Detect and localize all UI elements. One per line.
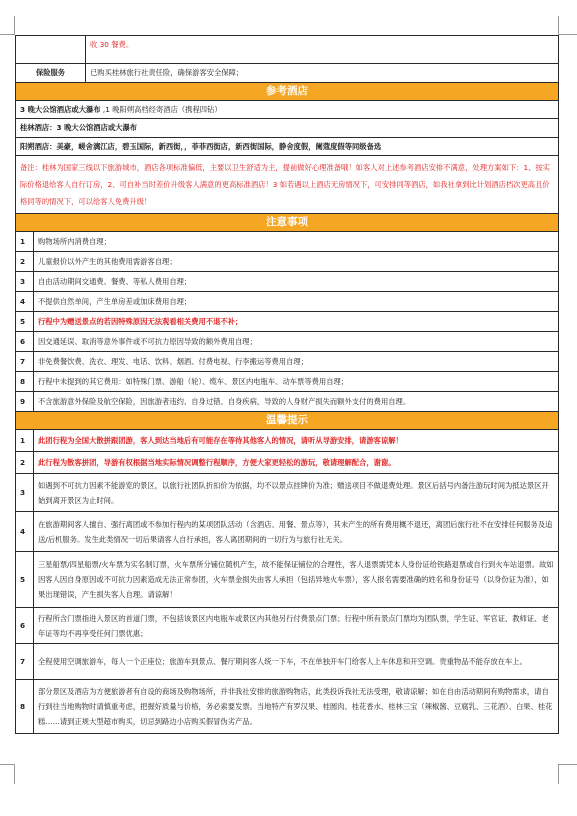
notices-text: 儿童报价以外产生的其他费用需游客自理；: [34, 252, 559, 272]
tips-text: 在旅游期间客人擅自、强行离团或不参加行程内的某项团队活动（含酒店、用餐、景点等），其未产生的所有费用概不退还，离团后旅行社不在安排任何服务及追送/后机服务。发生此类情况一切后果请客人自行承担，客人离团期间的一切行为与旅行社无关。: [34, 512, 559, 552]
insurance-text: 已购买桂林旅行社责任险，确保游客安全保障；: [86, 64, 559, 83]
notices-text: 非免费餐饮费、洗衣、理发、电话、饮料、烟酒、付费电视、行李搬运等费用自理；: [34, 352, 559, 372]
tips-row: [16, 680, 559, 734]
tips-row: [16, 552, 559, 608]
tips-number: 5: [16, 552, 34, 608]
insurance-row: [16, 64, 559, 83]
notices-row: [16, 232, 559, 252]
notices-row: [16, 372, 559, 392]
hotel-line-2: 桂林酒店：3 晚大公馆酒店或大瀑布: [16, 119, 559, 138]
hotel-line-1: [16, 100, 559, 119]
notices-row: [16, 272, 559, 292]
tips-row: [16, 608, 559, 644]
tips-number: 6: [16, 608, 34, 644]
notices-text: 购物场所内消费自理；: [34, 232, 559, 252]
hotel-line-1-rest: ,1 晚阳朔高档经寄酒店（携程四钻）: [100, 104, 222, 114]
meal-row: [16, 36, 559, 64]
notices-number: 9: [16, 392, 34, 412]
crop-mark: [0, 764, 15, 765]
meal-text: 收 30 餐费。: [86, 36, 559, 64]
crop-mark: [0, 34, 15, 35]
document-page: [15, 35, 559, 761]
notices-number: 7: [16, 352, 34, 372]
tips-number: 1: [16, 430, 34, 452]
tips-number: 7: [16, 644, 34, 680]
tips-number: 2: [16, 452, 34, 474]
crop-mark: [558, 34, 577, 35]
tips-row: [16, 452, 559, 474]
notices-number: 6: [16, 332, 34, 352]
notices-row: [16, 332, 559, 352]
crop-mark: [558, 764, 577, 765]
tips-row: [16, 644, 559, 680]
tips-row: [16, 430, 559, 452]
notices-table: [15, 213, 559, 412]
tips-number: 4: [16, 512, 34, 552]
crop-mark: [14, 16, 15, 35]
notices-number: 8: [16, 372, 34, 392]
tips-text: 三星船票/四星船票/火车票为实名制订票，火车票所分铺位随机产生，故不能保证铺位的合理性，客人退票需凭本人身份证给铁路退票或自行到火车站退票。故如因客人因自身原因或不可抗力因素造成无法正常参团，火车票金损失由客人承担（包括异地火车票），客人报名需要准确的姓名和身份证号（以身份证为准），如果出现错误，产生损失客人自理。请谅解！: [34, 552, 559, 608]
hotel-line-1-bold: 3 晚大公馆酒店或大瀑布: [20, 104, 101, 114]
crop-mark: [558, 764, 559, 784]
hotel-line-3: 阳朔酒店：美豪，嵯舍漓江店，碧玉国际，新西街，，菲菲西街店，新西街国际，静舍度假，阑蔻度假等同级备选: [16, 137, 559, 156]
notices-row: [16, 292, 559, 312]
tips-row: [16, 512, 559, 552]
tips-section-header: 温馨提示: [16, 412, 559, 430]
meal-label-cell: [16, 36, 86, 64]
notices-text: 自由活动期间交通费、餐费、等私人费用自理；: [34, 272, 559, 292]
notices-row: [16, 352, 559, 372]
hotel-section-header: 参考酒店: [16, 82, 559, 100]
notices-row: [16, 392, 559, 412]
notices-text: 因交通延误、取消等意外事件或不可抗力原因导致的额外费用自理；: [34, 332, 559, 352]
notices-text: 行程中未提到的其它费用：如特殊门票、游船（轮）、缆车、景区内电瓶车、动车票等费用自理；: [34, 372, 559, 392]
tips-text: 行程所含门票指进入景区的首道门票，不包括该景区内电瓶车或景区内其他另行付费景点门票；行程中所有景点门票均为团队票，学生证、军官证、教师证、老年证等均不再享受任何门票优惠；: [34, 608, 559, 644]
notices-section-header: 注意事项: [16, 214, 559, 232]
service-table: [15, 35, 559, 83]
notices-text: 行程中为赠送景点的若因特殊原因无法观看相关费用不退不补；: [34, 312, 559, 332]
notices-number: 5: [16, 312, 34, 332]
notices-number: 2: [16, 252, 34, 272]
notices-row: [16, 312, 559, 332]
tips-row: [16, 474, 559, 512]
tips-text: 部分景区及酒店为方便旅游者有自设的商场及购物场所，并非我社安排的旅游购物店，此类投诉我社无法受理，敬请谅解；如在自由活动期间有购物需求，请自行到往当地购物时请慎重考虑，把握好质量与价格，务必索要发票。当地特产有罗汉果、桂圆肉、桂花香水、桂林三宝（辣椒酱、豆腐乳、三花酒）、白果、桂花糕……请到正规大型超市购买，切忌到路边小店购买假冒伪劣产品。: [34, 680, 559, 734]
notices-text: 不提供自然单间，产生单房差或加床费用自理；: [34, 292, 559, 312]
tips-text: 如遇到不可抗力因素不能游览的景区，以旅行社团队折扣价为依据，均不以景点挂牌价为准；赠送项目不做退费处理。景区后括号内备注游玩时间为抵达景区开始到离开景区为止时间。: [34, 474, 559, 512]
notices-number: 1: [16, 232, 34, 252]
hotel-note: 备注：桂林为国家三线以下旅游城市，酒店各项标准偏低，主要以卫生舒适为主，提前做好心理准备哦！如客人对上述参考酒店安排不满意，处理方案如下：1、按实际价格退给客人自行订房，2、可自补当时差价升级客人满意的更高标准酒店！3 如若遇以上酒店无房情况下，可安排同等酒店，如我社拿到比计划酒店档次更高且价格同等的情况下，可以给客人免费升级！: [16, 156, 559, 214]
tips-text: 此行程为散客拼团，导游有权根据当地实际情况调整行程顺序，方便大家更轻松的游玩，敬请理解配合，谢谢。: [34, 452, 559, 474]
hotel-table: [15, 82, 559, 215]
notices-number: 3: [16, 272, 34, 292]
tips-text: 全程使用空调旅游车，每人一个正座位；旅游车到景点、餐厅期间客人统一下车，不在单独开车门给客人上车休息和开空调。贵重物品不能存放在车上。: [34, 644, 559, 680]
insurance-label: 保险服务: [16, 64, 86, 83]
crop-mark: [558, 16, 559, 35]
notices-number: 4: [16, 292, 34, 312]
notices-text: 不含旅游意外保险及航空保险，因旅游者违约、自身过错、自身疾病，导致的人身财产损失而额外支付的费用自理。: [34, 392, 559, 412]
tips-text: 此团行程为全国大散拼跟团游，客人到达当地后有可能存在等待其他客人的情况，请听从导游安排，请游客谅解！: [34, 430, 559, 452]
tips-table: [15, 411, 559, 734]
tips-number: 8: [16, 680, 34, 734]
crop-mark: [14, 764, 15, 784]
notices-row: [16, 252, 559, 272]
tips-number: 3: [16, 474, 34, 512]
